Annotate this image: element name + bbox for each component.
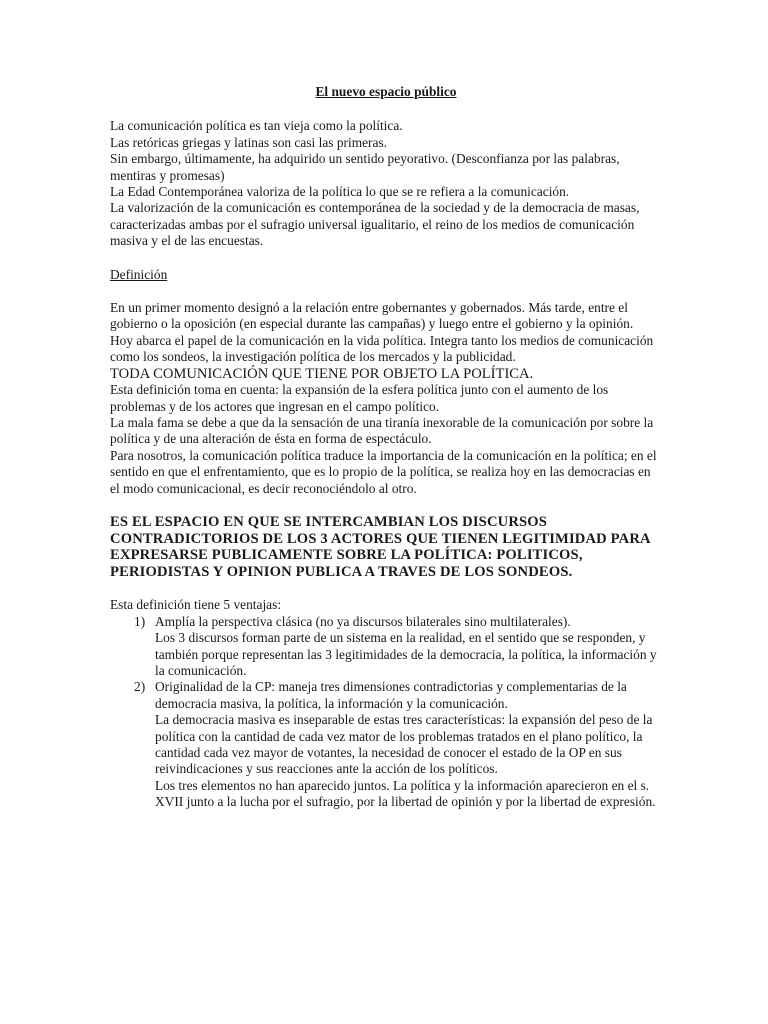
advantage-number: 1): [134, 613, 146, 629]
document-title: El nuevo espacio público: [315, 84, 457, 99]
spacer: [110, 250, 662, 267]
spacer: [110, 580, 662, 597]
intro-section: [110, 118, 662, 249]
definition-section: [110, 300, 662, 497]
intro-paragraph: Las retóricas griegas y latinas son casi las primeras.: [110, 134, 388, 150]
bold-definition: ES EL ESPACIO EN QUE SE INTERCAMBIAN LOS DISCURSOS CONTRADICTORIOS DE LOS 3 ACTORES QUE TIENEN LEGITIMIDAD PARA EXPRESARSE PUBLICAMENTE SOBRE LA POLÍTICA: POLITICOS, PERIODISTAS Y OPINION PUBLICA A TRAVES DE LOS SONDEOS.: [110, 513, 650, 580]
advantage-line: Los 3 discursos forman parte de un sistema en la realidad, en el sentido que se responden, y también porque representan las 3 legitimidades de la democracia, la política, la información y la comunicación.: [155, 630, 657, 678]
intro-paragraph: La Edad Contemporánea valoriza de la política lo que se re refiera a la comunicación.: [110, 184, 570, 200]
definition-paragraph: Esta definición toma en cuenta: la expansión de la esfera política junto con el aumento de los problemas y de los actores que ingresan en el campo político.: [110, 382, 609, 414]
spacer: [110, 497, 662, 514]
advantage-line: La democracia masiva es inseparable de estas tres características: la expansión del peso de la política con la cantidad de cada vez mator de los problemas tratados en el plano político, la cantidad cada vez mayor de votantes, la necesidad de conocer el estado de la OP en sus reivindicaciones y sus reacciones ante la acción de los políticos.: [155, 712, 653, 777]
intro-paragraph: La valorización de la comunicación es contemporánea de la sociedad y de la democracia de masas, caracterizadas ambas por el sufragio universal igualitario, el reino de los medios de comunicación masiva y el de las encuestas.: [110, 200, 640, 249]
advantages-list: [110, 614, 662, 811]
definition-heading: Definición: [110, 266, 168, 282]
definition-paragraph: En un primer momento designó a la relación entre gobernantes y gobernados. Más tarde, entre el gobierno o la oposición (en especial durante las campañas) y luego entre el gobierno y la opinión.: [110, 300, 634, 332]
caps-statement: TODA COMUNICACIÓN QUE TIENE POR OBJETO LA POLÍTICA.: [110, 365, 534, 382]
definition-paragraph: Hoy abarca el papel de la comunicación en la vida política. Integra tanto los medios de comunicación como los sondeos, la investigación política de los mercados y la publicidad.: [110, 332, 654, 365]
advantage-line: Originalidad de la CP: maneja tres dimensiones contradictorias y complementarias de la democracia masiva, la política, la información y la comunicación.: [155, 679, 627, 711]
definition-paragraph: Para nosotros, la comunicación política traduce la importancia de la comunicación en la política; en el sentido en que el enfrentamiento, que es lo propio de la política, se realiza hoy en las democracias en el modo comunicacional, es decir reconociéndolo al otro.: [110, 447, 657, 496]
spacer: [110, 283, 662, 300]
intro-paragraph: Sin embargo, últimamente, ha adquirido un sentido peyorativo. (Desconfianza por las palabras, mentiras y promesas): [110, 151, 620, 183]
advantages-intro: Esta definición tiene 5 ventajas:: [110, 597, 282, 613]
advantage-number: 2): [134, 679, 146, 695]
intro-paragraph: La comunicación política es tan vieja como la política.: [110, 118, 403, 134]
definition-paragraph: La mala fama se debe a que da la sensación de una tiranía inexorable de la comunicación por sobre la política y de una alteración de ésta en forma de espectáculo.: [110, 414, 654, 447]
document-page: [110, 84, 662, 811]
advantage-item: [110, 614, 662, 680]
advantage-line: Los tres elementos no han aparecido juntos. La política y la información aparecieron en el s. XVII junto a la lucha por el sufragio, por la libertad de opinión y por la libertad de expresión.: [155, 777, 656, 810]
advantage-line: Amplía la perspectiva clásica (no ya discursos bilaterales sino multilaterales).: [155, 613, 571, 629]
advantage-item: [110, 679, 662, 810]
